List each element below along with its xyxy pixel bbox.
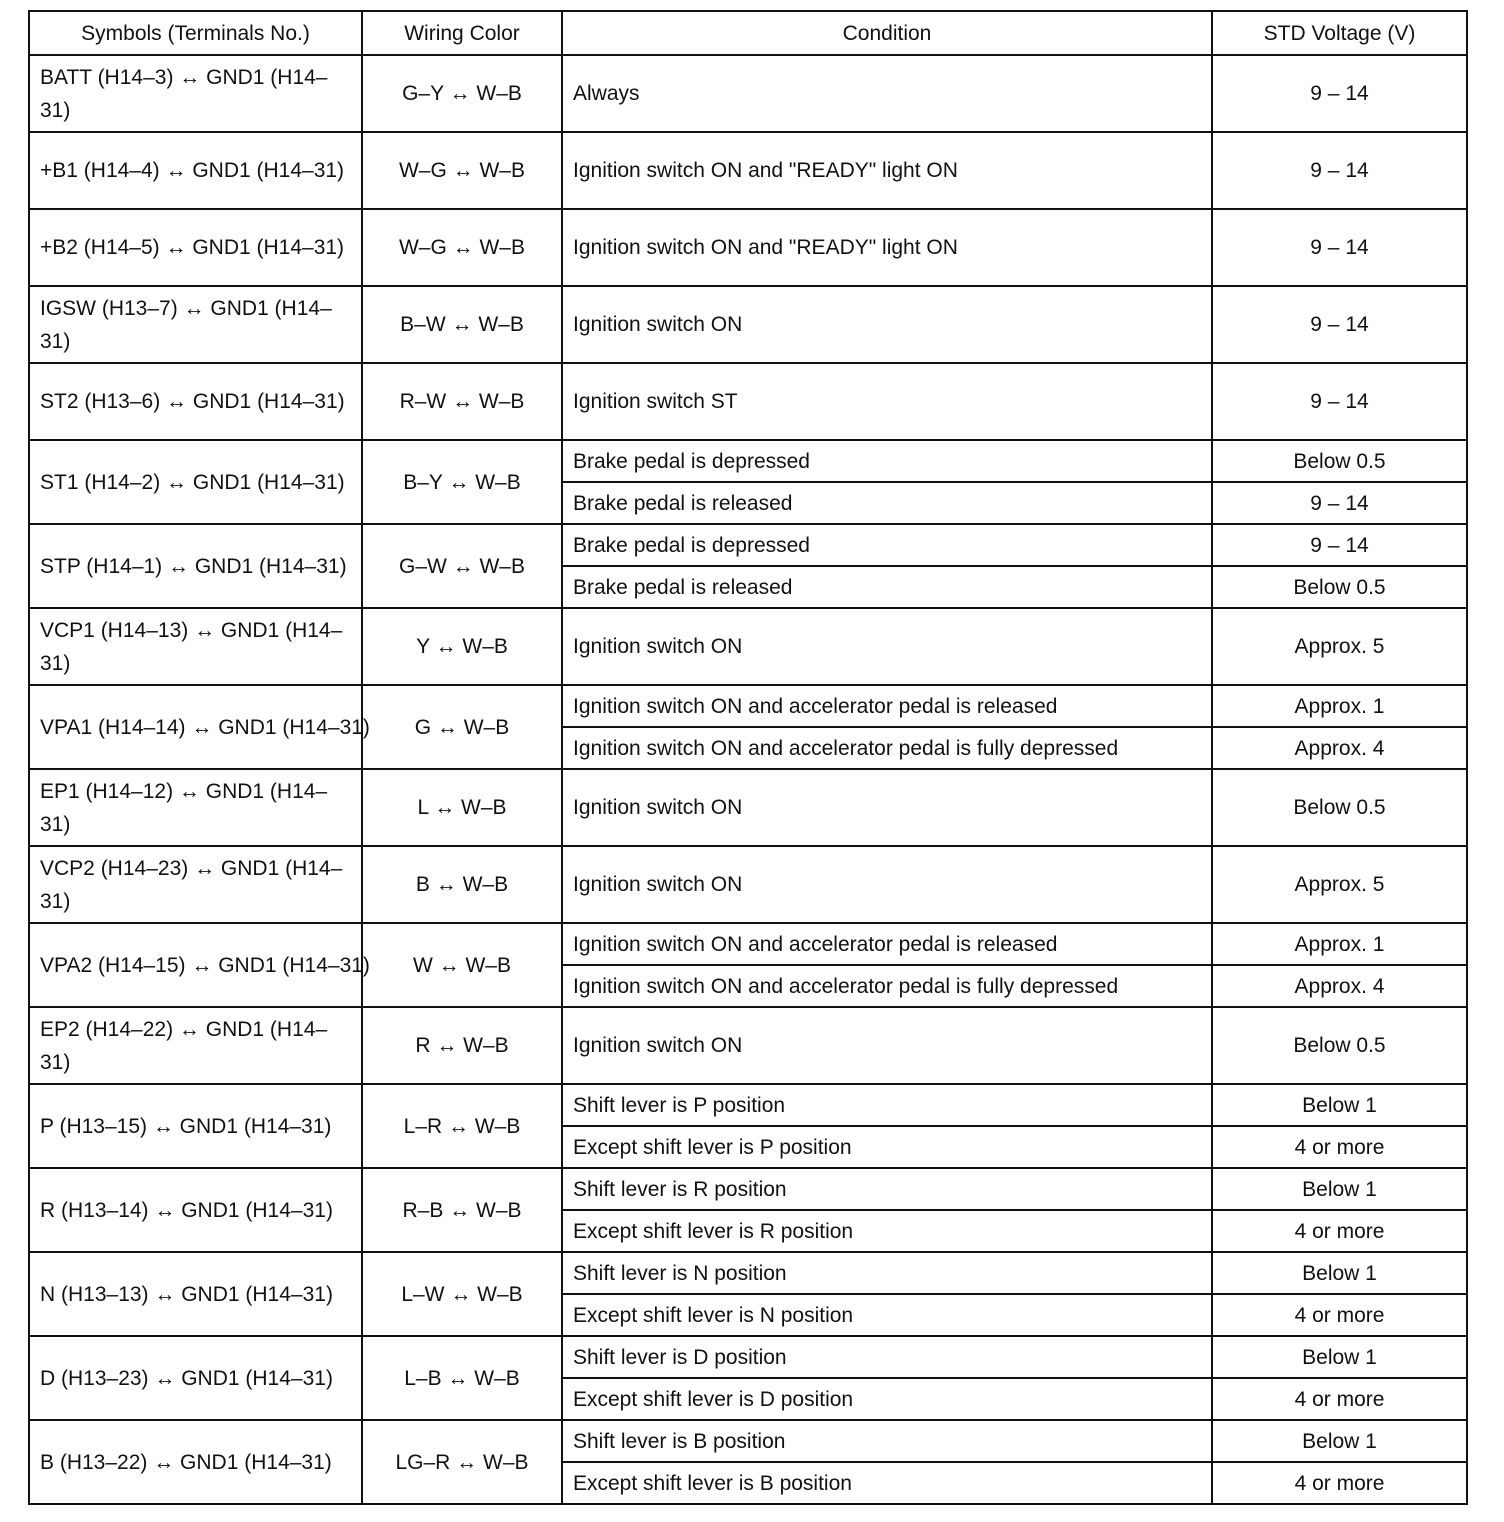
condition-cell: Brake pedal is depressed: [562, 440, 1212, 482]
header-std-voltage: STD Voltage (V): [1212, 11, 1467, 55]
std-voltage-cell: 9 – 14: [1212, 286, 1467, 363]
condition-cell: Except shift lever is P position: [562, 1126, 1212, 1168]
wiring-color-cell: R ↔ W–B: [362, 1007, 562, 1084]
symbol-cell: VCP2 (H14–23) ↔ GND1 (H14–31): [29, 846, 362, 923]
symbol-cell: D (H13–23) ↔ GND1 (H14–31): [29, 1336, 362, 1420]
std-voltage-cell: Approx. 1: [1212, 923, 1467, 965]
std-voltage-cell: 4 or more: [1212, 1462, 1467, 1504]
symbol-cell: IGSW (H13–7) ↔ GND1 (H14–31): [29, 286, 362, 363]
condition-cell: Always: [562, 55, 1212, 132]
condition-cell: Ignition switch ON and accelerator pedal is fully depressed: [562, 727, 1212, 769]
condition-cell: Shift lever is P position: [562, 1084, 1212, 1126]
condition-cell: Ignition switch ON: [562, 846, 1212, 923]
table-row: [29, 132, 1467, 209]
table-row: [29, 209, 1467, 286]
table-row: [29, 1007, 1467, 1084]
condition-cell: Ignition switch ON and "READY" light ON: [562, 209, 1212, 286]
wiring-color-cell: W ↔ W–B: [362, 923, 562, 1007]
condition-cell: Ignition switch ON and "READY" light ON: [562, 132, 1212, 209]
wiring-color-cell: LG–R ↔ W–B: [362, 1420, 562, 1504]
std-voltage-cell: Approx. 1: [1212, 685, 1467, 727]
wiring-color-cell: Y ↔ W–B: [362, 608, 562, 685]
std-voltage-cell: Approx. 4: [1212, 965, 1467, 1007]
std-voltage-cell: Approx. 5: [1212, 608, 1467, 685]
wiring-color-cell: B ↔ W–B: [362, 846, 562, 923]
std-voltage-cell: Below 1: [1212, 1252, 1467, 1294]
header-symbols: Symbols (Terminals No.): [29, 11, 362, 55]
table-row: [29, 923, 1467, 965]
symbol-cell: P (H13–15) ↔ GND1 (H14–31): [29, 1084, 362, 1168]
std-voltage-cell: 9 – 14: [1212, 132, 1467, 209]
condition-cell: Shift lever is N position: [562, 1252, 1212, 1294]
table-row: [29, 1252, 1467, 1294]
symbol-cell: ST1 (H14–2) ↔ GND1 (H14–31): [29, 440, 362, 524]
condition-cell: Shift lever is R position: [562, 1168, 1212, 1210]
wiring-color-cell: W–G ↔ W–B: [362, 132, 562, 209]
table-body: [29, 55, 1467, 1504]
table-row: [29, 1336, 1467, 1378]
std-voltage-cell: Below 1: [1212, 1336, 1467, 1378]
symbol-cell: VCP1 (H14–13) ↔ GND1 (H14–31): [29, 608, 362, 685]
condition-cell: Except shift lever is N position: [562, 1294, 1212, 1336]
std-voltage-cell: Below 1: [1212, 1168, 1467, 1210]
header-wiring-color: Wiring Color: [362, 11, 562, 55]
std-voltage-cell: 9 – 14: [1212, 209, 1467, 286]
condition-cell: Shift lever is B position: [562, 1420, 1212, 1462]
table-row: [29, 1084, 1467, 1126]
symbol-cell: EP1 (H14–12) ↔ GND1 (H14–31): [29, 769, 362, 846]
symbol-cell: +B2 (H14–5) ↔ GND1 (H14–31): [29, 209, 362, 286]
symbol-cell: N (H13–13) ↔ GND1 (H14–31): [29, 1252, 362, 1336]
table-row: [29, 440, 1467, 482]
wiring-color-cell: B–W ↔ W–B: [362, 286, 562, 363]
symbol-cell: B (H13–22) ↔ GND1 (H14–31): [29, 1420, 362, 1504]
condition-cell: Ignition switch ON and accelerator pedal is released: [562, 923, 1212, 965]
std-voltage-cell: 9 – 14: [1212, 363, 1467, 440]
std-voltage-cell: Below 1: [1212, 1084, 1467, 1126]
wiring-color-cell: W–G ↔ W–B: [362, 209, 562, 286]
condition-cell: Except shift lever is R position: [562, 1210, 1212, 1252]
wiring-color-cell: R–B ↔ W–B: [362, 1168, 562, 1252]
table-row: [29, 524, 1467, 566]
std-voltage-cell: Below 0.5: [1212, 440, 1467, 482]
table-row: [29, 55, 1467, 132]
condition-cell: Brake pedal is released: [562, 566, 1212, 608]
condition-cell: Ignition switch ON and accelerator pedal is released: [562, 685, 1212, 727]
std-voltage-cell: 4 or more: [1212, 1210, 1467, 1252]
symbol-cell: R (H13–14) ↔ GND1 (H14–31): [29, 1168, 362, 1252]
symbol-cell: +B1 (H14–4) ↔ GND1 (H14–31): [29, 132, 362, 209]
std-voltage-cell: Below 1: [1212, 1420, 1467, 1462]
condition-cell: Ignition switch ON: [562, 286, 1212, 363]
std-voltage-cell: Below 0.5: [1212, 1007, 1467, 1084]
std-voltage-cell: 9 – 14: [1212, 524, 1467, 566]
wiring-color-cell: G ↔ W–B: [362, 685, 562, 769]
header-condition: Condition: [562, 11, 1212, 55]
std-voltage-cell: Approx. 5: [1212, 846, 1467, 923]
condition-cell: Brake pedal is released: [562, 482, 1212, 524]
table-row: [29, 363, 1467, 440]
symbol-cell: STP (H14–1) ↔ GND1 (H14–31): [29, 524, 362, 608]
std-voltage-cell: 4 or more: [1212, 1126, 1467, 1168]
std-voltage-cell: Below 0.5: [1212, 769, 1467, 846]
std-voltage-cell: 9 – 14: [1212, 482, 1467, 524]
wiring-color-cell: G–W ↔ W–B: [362, 524, 562, 608]
condition-cell: Except shift lever is D position: [562, 1378, 1212, 1420]
condition-cell: Ignition switch ON and accelerator pedal is fully depressed: [562, 965, 1212, 1007]
wiring-color-cell: L–B ↔ W–B: [362, 1336, 562, 1420]
table-row: [29, 846, 1467, 923]
std-voltage-cell: 4 or more: [1212, 1378, 1467, 1420]
table-row: [29, 1420, 1467, 1462]
std-voltage-cell: 4 or more: [1212, 1294, 1467, 1336]
wiring-color-cell: L ↔ W–B: [362, 769, 562, 846]
condition-cell: Brake pedal is depressed: [562, 524, 1212, 566]
symbol-cell: VPA2 (H14–15) ↔ GND1 (H14–31): [29, 923, 362, 1007]
table-header-row: [29, 11, 1467, 55]
terminal-voltage-table: [28, 10, 1468, 1505]
std-voltage-cell: 9 – 14: [1212, 55, 1467, 132]
symbol-cell: BATT (H14–3) ↔ GND1 (H14–31): [29, 55, 362, 132]
table-row: [29, 769, 1467, 846]
wiring-color-cell: L–R ↔ W–B: [362, 1084, 562, 1168]
wiring-color-cell: R–W ↔ W–B: [362, 363, 562, 440]
condition-cell: Ignition switch ON: [562, 608, 1212, 685]
table-row: [29, 286, 1467, 363]
condition-cell: Ignition switch ON: [562, 769, 1212, 846]
table-row: [29, 608, 1467, 685]
std-voltage-cell: Approx. 4: [1212, 727, 1467, 769]
condition-cell: Ignition switch ON: [562, 1007, 1212, 1084]
condition-cell: Ignition switch ST: [562, 363, 1212, 440]
wiring-color-cell: L–W ↔ W–B: [362, 1252, 562, 1336]
table-row: [29, 685, 1467, 727]
wiring-color-cell: G–Y ↔ W–B: [362, 55, 562, 132]
condition-cell: Except shift lever is B position: [562, 1462, 1212, 1504]
symbol-cell: VPA1 (H14–14) ↔ GND1 (H14–31): [29, 685, 362, 769]
std-voltage-cell: Below 0.5: [1212, 566, 1467, 608]
wiring-color-cell: B–Y ↔ W–B: [362, 440, 562, 524]
condition-cell: Shift lever is D position: [562, 1336, 1212, 1378]
table-row: [29, 1168, 1467, 1210]
symbol-cell: EP2 (H14–22) ↔ GND1 (H14–31): [29, 1007, 362, 1084]
symbol-cell: ST2 (H13–6) ↔ GND1 (H14–31): [29, 363, 362, 440]
